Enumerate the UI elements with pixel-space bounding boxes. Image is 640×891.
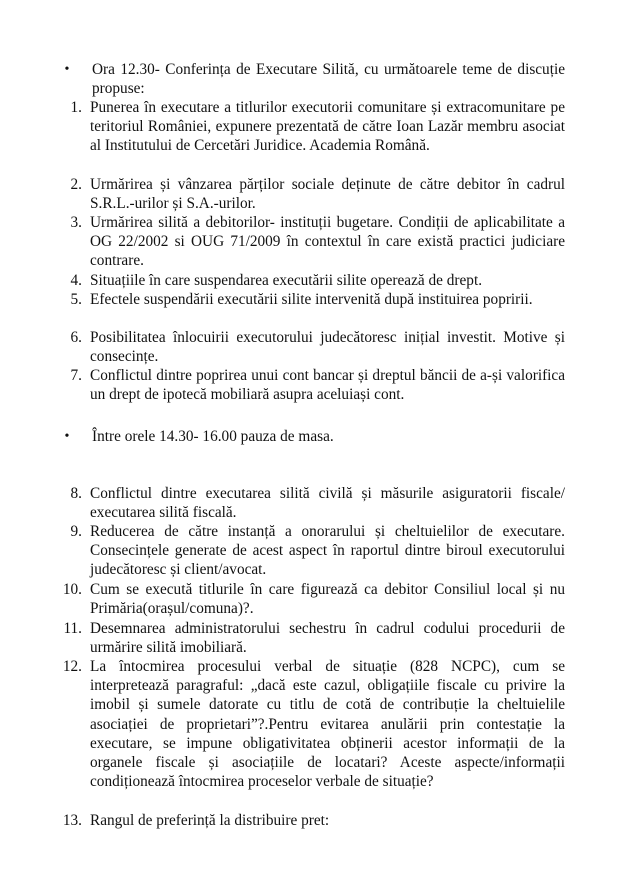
item-text: Desemnarea administratorului sechestru în cadrul codului procedurii de urmărire silită imobiliară. [90,620,565,657]
item-number: 13. [62,812,82,829]
item-number: 12. [62,658,82,675]
item-number: 6. [70,329,82,346]
item-text: Rangul de preferință la distribuire pret: [90,812,330,829]
session-text: Ora 12.30- Conferința de Executare Silită, cu următoarele teme de discuție propuse: [92,61,565,98]
item-number: 5. [70,291,82,308]
item-text: Cum se execută titlurile în care figurează ca debitor Consiliul local și nu Primăria(orașul/comuna)?. [90,581,565,618]
item-text: Conflictul dintre executarea silită civilă și măsurile asiguratorii fiscale/ executarea silită fiscală. [90,485,565,522]
item-text: Conflictul dintre poprirea unui cont bancar și dreptul băncii de a-și valorifica un drept de ipotecă mobiliară asupra aceluiași cont. [90,367,565,404]
item-text: La întocmirea procesului verbal de situație (828 NCPC), cum se interpretează paragraful: „dacă este cazul, obligațiile fiscale cu privire la imobil și sumele datorate cu titlu de cotă de contribuție la cheltuielile asociației de proprietari”?.Pentru evitarea anulării prin contestație la executare, se impune obligativitatea obținerii acestor informații de la organele fiscale și asociațiile de locatari? Aceste aspecte/informații condiționează întocmirea proceselor verbale de situație? [90,658,565,791]
item-number: 4. [70,272,82,289]
item-text: Urmărirea silită a debitorilor- instituții bugetare. Condiții de aplicabilitate a OG 22/2002 si OUG 71/2009 în contextul în care există practici judiciare contrare. [90,214,565,270]
item-number: 2. [70,176,82,193]
bullet-marker: • [64,62,70,77]
item-number: 11. [63,620,82,637]
item-text: Situațiile în care suspendarea executării silite operează de drept. [90,272,483,289]
item-number: 10. [62,581,82,598]
item-number: 1. [70,99,82,116]
item-text: Punerea în executare a titlurilor executorii comunitare și extracomunitare pe teritoriul României, expunere prezentată de către Ioan Lazăr membru asociat al Institutului de Cercetări Juridice. Academia Română. [90,99,565,155]
item-number: 9. [70,523,82,540]
item-number: 8. [70,485,82,502]
item-text: Efectele suspendării executării silite intervenită după instituirea popririi. [90,291,533,308]
item-text: Posibilitatea înlocuirii executorului judecătoresc inițial investit. Motive și consecințe. [90,329,565,366]
item-text: Urmărirea și vânzarea părților sociale deținute de către debitor în cadrul S.R.L.-urilor și S.A.-urilor. [90,176,565,213]
session-text: Între orele 14.30- 16.00 pauza de masa. [92,428,334,445]
bullet-marker: • [64,429,70,444]
item-number: 3. [70,214,82,231]
item-number: 7. [70,367,82,384]
item-text: Reducerea de către instanță a onorarului și cheltuielilor de executare. Consecințele generate de acest aspect în raportul dintre biroul executorului judecătoresc și client/avocat. [90,523,565,579]
